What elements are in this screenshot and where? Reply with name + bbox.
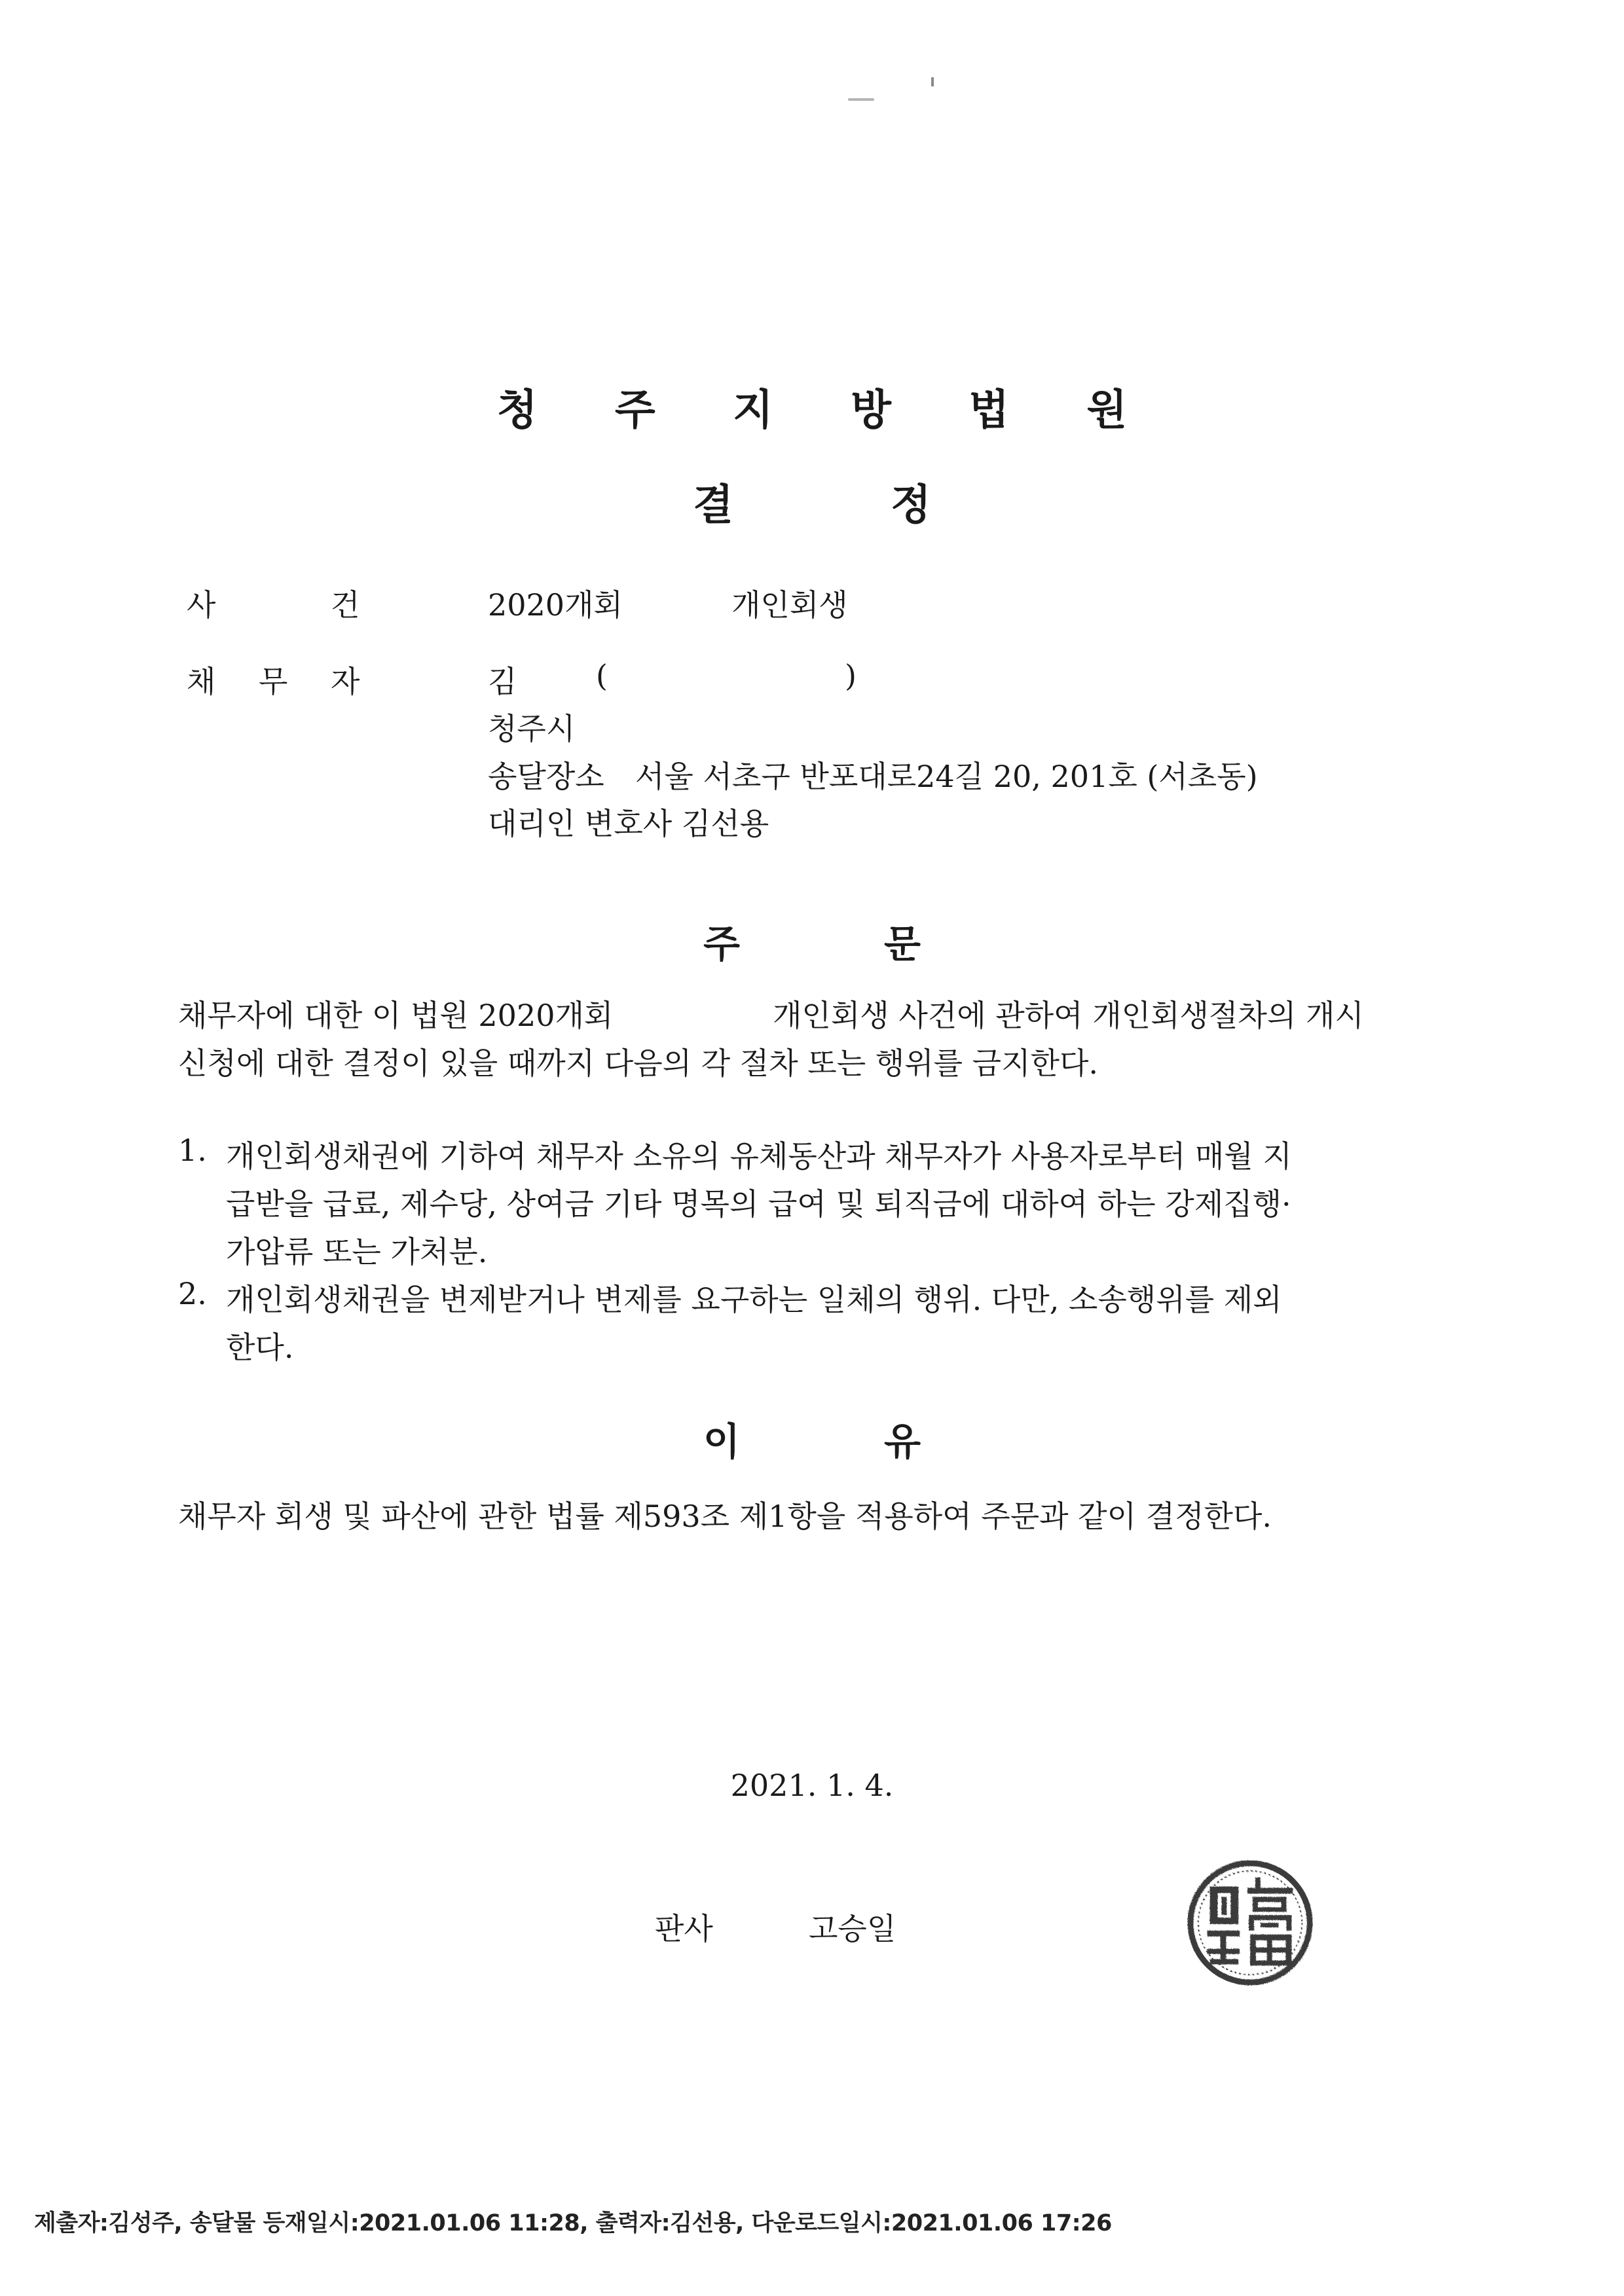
debtor-attorney: 대리인 변호사 김선용	[488, 806, 769, 841]
order-item-2-line-2: 한다.	[226, 1330, 294, 1365]
debtor-label-char-3: 자	[331, 664, 360, 699]
reason-text: 채무자 회생 및 파산에 관한 법률 제593조 제1항을 적용하여 주문과 같이 결정한다.	[178, 1499, 1272, 1534]
order-heading	[0, 913, 1624, 968]
case-number: 2020개회	[488, 587, 623, 623]
order-paragraph-line-1a: 채무자에 대한 이 법원 2020개회	[178, 998, 614, 1033]
debtor-id-open-paren: (	[596, 658, 608, 693]
reason-heading-left: 이	[703, 1419, 740, 1464]
debtor-address: 청주시	[488, 711, 576, 746]
document-footer-metadata: 제출자:김성주, 송달물 등재일시:2021.01.06 11:28, 출력자:김선용, 다운로드일시:2021.01.06 17:26	[34, 2210, 1112, 2236]
reason-heading-right: 유	[884, 1419, 921, 1464]
case-type: 개인회생	[731, 587, 848, 623]
order-item-1-number: 1.	[178, 1133, 207, 1168]
delivery-label: 송달장소	[488, 759, 604, 794]
order-item-2-line-1: 개인회생채권을 변제받거나 변제를 요구하는 일체의 행위. 다만, 소송행위를 제외	[226, 1282, 1282, 1317]
case-label-char-1: 사	[187, 587, 216, 623]
document-title	[0, 471, 1624, 532]
order-paragraph-line-1b: 개인회생 사건에 관하여 개인회생절차의 개시	[773, 998, 1364, 1033]
order-item-2-number: 2.	[178, 1276, 207, 1311]
scan-speck	[848, 98, 874, 101]
order-item-1-line-3: 가압류 또는 가처분.	[226, 1234, 488, 1269]
debtor-label-char-1: 채	[187, 664, 216, 699]
order-heading-left: 주	[703, 922, 740, 966]
judge-seal-stamp	[1185, 1858, 1315, 1988]
debtor-id-close-paren: )	[845, 658, 857, 693]
order-item-1-line-2: 급받을 급료, 제수당, 상여금 기타 명목의 급여 및 퇴직금에 대하여 하는 강제집행·	[226, 1186, 1291, 1222]
debtor-label-char-2: 무	[259, 664, 288, 699]
judge-name: 고승일	[809, 1911, 896, 1946]
order-item-1-line-1: 개인회생채권에 기하여 채무자 소유의 유체동산과 채무자가 사용자로부터 매월 지	[226, 1139, 1292, 1174]
court-name: 청 주 지 방 법 원	[496, 386, 1159, 435]
order-heading-right: 문	[884, 922, 921, 966]
document-title-left: 결	[693, 481, 733, 530]
scan-speck	[931, 77, 934, 86]
judge-title: 판사	[655, 1911, 713, 1946]
delivery-address: 서울 서초구 반포대로24길 20, 201호 (서초동)	[635, 759, 1258, 794]
decision-date: 2021. 1. 4.	[730, 1768, 894, 1803]
order-paragraph-line-2: 신청에 대한 결정이 있을 때까지 다음의 각 절차 또는 행위를 금지한다.	[178, 1046, 1099, 1081]
debtor-name: 김	[488, 664, 517, 699]
case-label-char-2: 건	[331, 587, 360, 623]
document-title-right: 정	[891, 481, 931, 530]
reason-heading	[0, 1411, 1624, 1466]
